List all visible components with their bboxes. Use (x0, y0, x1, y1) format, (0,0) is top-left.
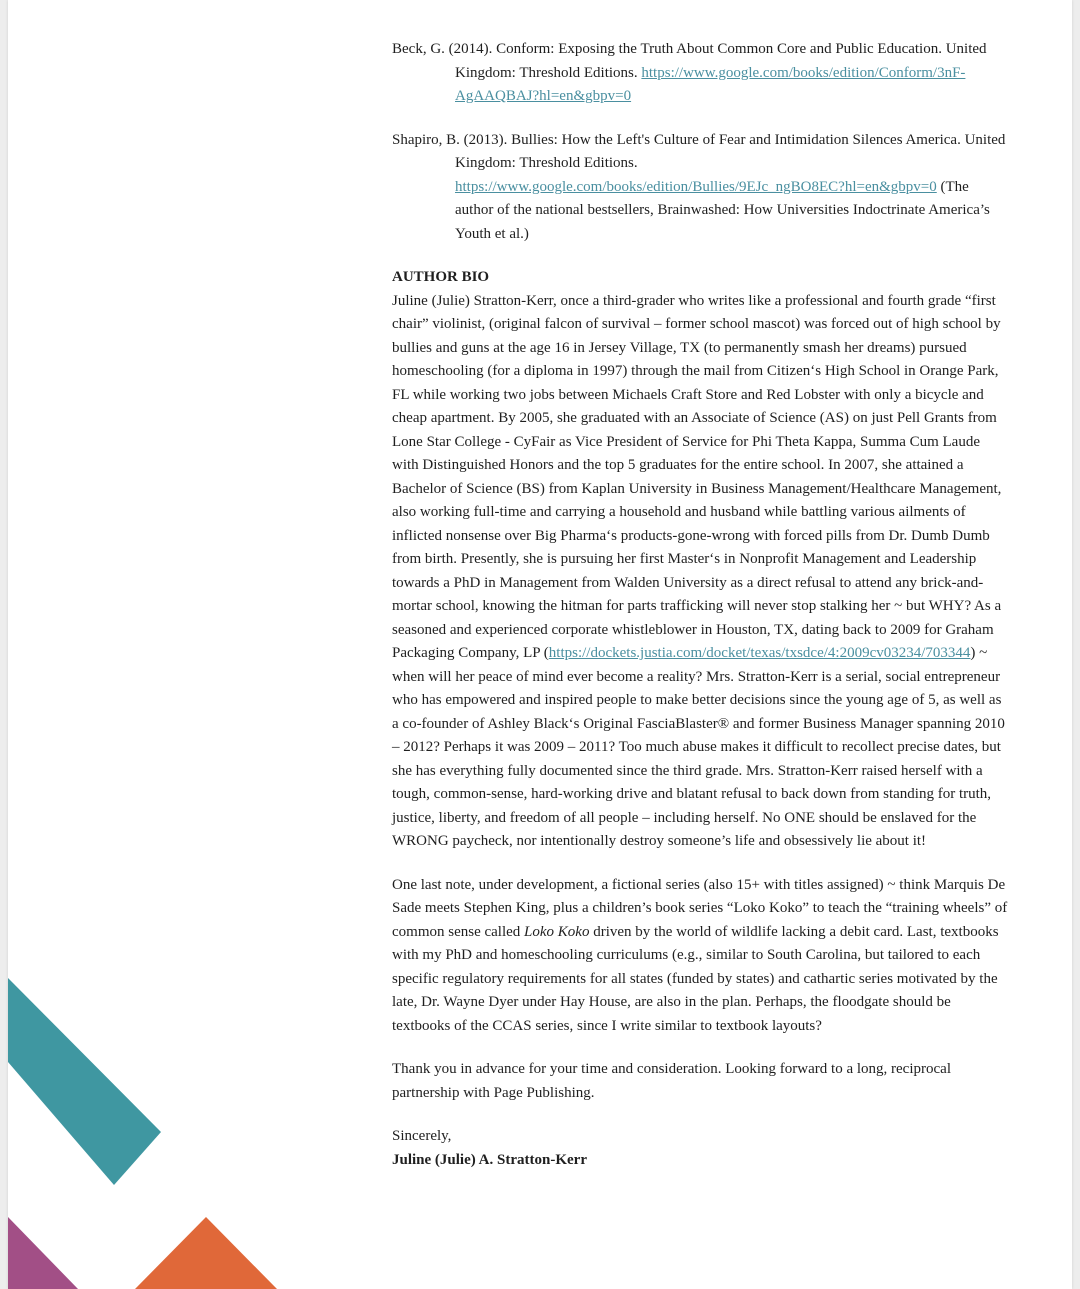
author-bio-paragraph (392, 290, 1008, 854)
author-bio-heading: AUTHOR BIO (392, 269, 490, 285)
reference-shapiro (392, 129, 1008, 247)
document-page (8, 0, 1072, 1289)
docket-link[interactable]: https://dockets.justia.com/docket/texas/txsdce/4:2009cv03234/703344 (548, 645, 971, 661)
last-note-text-continued: driven by the world of wildlife lacking a debit card. Last, textbooks with my PhD and homeschooling curriculums (e.g., similar to South Carolina, but tailored to each specific regulatory requirements for all states (funded by states) and cathartic series motivated by the late, Dr. Wayne Dyer under Hay House, are also in the plan. Perhaps, the floodgate should be textbooks of the CCAS series, since I write similar to textbook layouts? (392, 923, 999, 1034)
bio-text-continued: ) ~ when will her peace of mind ever become a reality? Mrs. Stratton-Kerr is a serial, social entrepreneur who has empowered and inspired people to make better decisions since the young age of 5, as well as a co-founder of Ashley Black‘s Original FasciaBlaster® and former Business Manager spanning 2010 – 2012? Perhaps it was 2009 – 2011? Too much abuse makes it difficult to recollect precise dates, but she has everything fully documented since the third grade. Mrs. Stratton-Kerr raised herself with a tough, common-sense, hard-working drive and blatant refusal to back down from standing for truth, justice, liberty, and freedom of all people – including herself. No ONE should be enslaved for the WRONG paycheck, nor intentionally destroy someone’s life and obsessively lie about it! (392, 645, 1005, 849)
reference-citation: Shapiro, B. (2013). Bullies: How the Left's Culture of Fear and Intimidation Silences America. United Kingdom: Threshold Editions. (392, 131, 1006, 171)
reference-link[interactable]: https://www.google.com/books/edition/Conform/3nF-AgAAQBAJ?hl=en&gbpv=0 (455, 64, 966, 104)
letter-body (392, 38, 1008, 1172)
purple-triangle-shape (8, 1217, 78, 1289)
closing-salutation: Sincerely, (392, 1128, 452, 1144)
reference-link[interactable]: https://www.google.com/books/edition/Bullies/9EJc_ngBO8EC?hl=en&gbpv=0 (455, 178, 937, 195)
reference-beck (392, 38, 1008, 109)
thanks-paragraph: Thank you in advance for your time and consideration. Looking forward to a long, reciprocal partnership with Page Publishing. (392, 1061, 951, 1101)
signer-name: Juline (Julie) A. Stratton-Kerr (392, 1151, 587, 1168)
reference-citation: Beck, G. (2014). Conform: Exposing the Truth About Common Core and Public Education. United Kingdom: Threshold Editions. (392, 41, 987, 81)
book-title-italic: Loko Koko (524, 923, 590, 940)
orange-triangle-shape (135, 1217, 277, 1289)
last-note-paragraph (392, 874, 1008, 1039)
paren-open: ( (543, 645, 549, 661)
reference-note: (The author of the national bestsellers, Brainwashed: How Universities Indoctrinate America’s Youth et al.) (455, 178, 990, 242)
last-note-text: One last note, under development, a fictional series (also 15+ with titles assigned) ~ think Marquis De Sade meets Stephen King, plus a children’s book series “Loko Koko” to teach the “training wheels” of common sense called (392, 876, 1008, 940)
teal-ribbon-shape (8, 978, 161, 1185)
bio-text: Juline (Julie) Stratton-Kerr, once a third-grader who writes like a professional and fourth grade “first chair” violinist, (original falcon of survival – former school mascot) was forced out of high school by bullies and guns at the age 16 in Jersey Village, TX (to permanently smash her dreams) pursued homeschooling (for a diploma in 1997) through the mail from Citizen‘s High School in Orange Park, FL while working two jobs between Michaels Craft Store and Red Lobster with only a bicycle and cheap apartment. By 2005, she graduated with an Associate of Science (AS) on just Pell Grants from Lone Star College - CyFair as Vice President of Service for Phi Theta Kappa, Summa Cum Laude with Distinguished Honors and the top 5 graduates for the entire school. In 2007, she attained a Bachelor of Science (BS) from Kaplan University in Business Management/Healthcare Management, also working full-time and carrying a household and husband while battling various ailments of inflicted nonsense over Big Pharma‘s products-gone-wrong with forced pills from Dr. Dumb Dumb from birth. Presently, she is pursuing her first Master‘s in Nonprofit Management and Leadership towards a PhD in Management from Walden University as a direct refusal to attend any brick-and-mortar school, knowing the hitman for parts trafficking will never stop stalking her ~ but WHY? As a seasoned and experienced corporate whistleblower in Houston, TX, dating back to 2009 for Graham Packaging Company, LP (392, 292, 1002, 661)
